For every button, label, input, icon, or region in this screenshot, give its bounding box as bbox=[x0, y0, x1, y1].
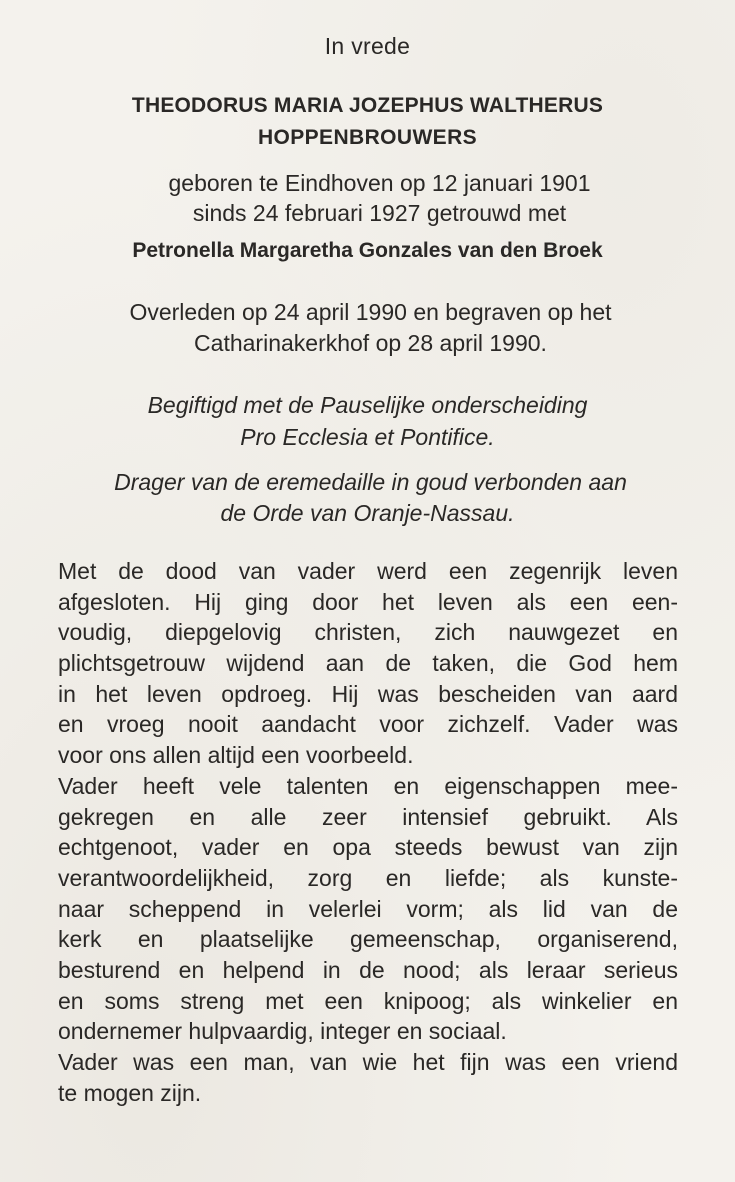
medal-line-1: Drager van de eremedaille in goud verbonden aan bbox=[114, 469, 627, 495]
eulogy-line: echtgenoot, vader en opa steeds bewust van zijn bbox=[58, 834, 678, 861]
eulogy-line: en soms streng met een knipoog; als winkelier en bbox=[58, 987, 678, 1014]
birth-info: geboren te Eindhoven op 12 januari 1901 bbox=[168, 170, 591, 196]
eulogy-line: en vroeg nooit aandacht voor zichzelf. Vader was bbox=[58, 711, 678, 738]
eulogy-line: te mogen zijn. bbox=[58, 1079, 202, 1106]
eulogy-line: ondernemer hulpvaardig, integer en sociaal. bbox=[58, 1018, 507, 1045]
deceased-name-line-2: HOPPENBROUWERS bbox=[257, 126, 478, 149]
spouse-name: Petronella Margaretha Gonzales van den Broek bbox=[132, 239, 603, 262]
papal-honor-line-1: Begiftigd met de Pauselijke onderscheiding bbox=[147, 392, 588, 418]
eulogy-line: Vader heeft vele talenten en eigenschappen mee- bbox=[58, 772, 678, 799]
card-heading: In vrede bbox=[324, 33, 411, 59]
deceased-name-line-1: THEODORUS MARIA JOZEPHUS WALTHERUS bbox=[131, 94, 604, 117]
eulogy-line: naar scheppend in velerlei vorm; als lid van de bbox=[58, 895, 678, 922]
eulogy-line: kerk en plaatselijke gemeenschap, organiserend, bbox=[58, 926, 678, 953]
eulogy-line: voudig, diepgelovig christen, zich nauwgezet en bbox=[58, 619, 678, 646]
eulogy-line: plichtsgetrouw wijdend aan de taken, die God hem bbox=[58, 650, 678, 677]
eulogy-line: gekregen en alle zeer intensief gebruikt. Als bbox=[58, 803, 678, 830]
eulogy-line: afgesloten. Hij ging door het leven als een een- bbox=[58, 588, 678, 615]
papal-honor-line-2: Pro Ecclesia et Pontifice. bbox=[240, 424, 495, 450]
death-info-line-1: Overleden op 24 april 1990 en begraven op het bbox=[129, 299, 612, 325]
eulogy-line: voor ons allen altijd een voorbeeld. bbox=[58, 742, 414, 769]
eulogy-line: in het leven opdroeg. Hij was bescheiden van aard bbox=[58, 680, 678, 707]
eulogy-line: verantwoordelijkheid, zorg en liefde; als kunste- bbox=[58, 864, 678, 891]
eulogy-line: besturend en helpend in de nood; als leraar serieus bbox=[58, 956, 678, 983]
eulogy-line: Vader was een man, van wie het fijn was een vriend bbox=[58, 1049, 678, 1075]
medal-line-2: de Orde van Oranje-Nassau. bbox=[220, 500, 515, 526]
eulogy-text bbox=[58, 556, 678, 1108]
eulogy-line: Met de dood van vader werd een zegenrijk leven bbox=[58, 558, 678, 584]
marriage-info: sinds 24 februari 1927 getrouwd met bbox=[192, 200, 567, 226]
death-info-line-2: Catharinakerkhof op 28 april 1990. bbox=[194, 330, 547, 356]
